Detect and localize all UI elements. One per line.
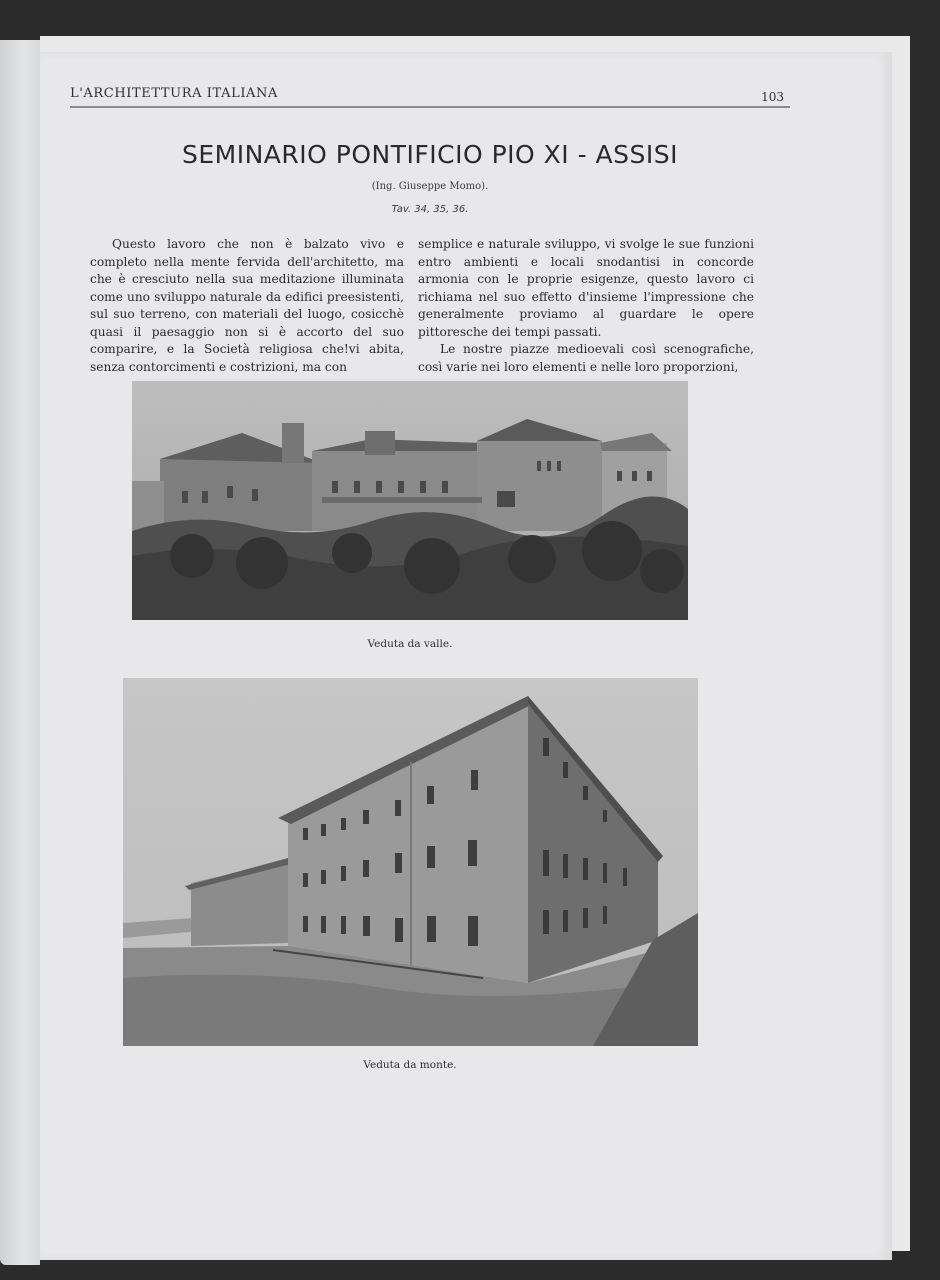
paragraph: semplice e naturale sviluppo, vi svolge le sue funzioni entro ambienti e locali snodantisi in concorde armonia con le proprie esigenze, questo lavoro ci richiama nel suo effetto d'insieme l'impressione che generalmente proviamo al guardare le opere pittoresche dei tempi passati.	[418, 237, 754, 339]
text-column-left	[90, 236, 404, 376]
facing-page-edge	[0, 40, 40, 1265]
paragraph: Questo lavoro che non è balzato vivo e completo nella mente fervida dell'architetto, ma che è cresciuto nella sua meditazione illuminata come uno sviluppo naturale da edifici preesistenti, sul suo terreno, con materiali del luogo, cosicchè quasi il paesaggio non si è accorto del suo comparire, e la Società religiosa che!vi abita, senza contorcimenti e costrizioni, ma con	[90, 237, 404, 374]
figure-caption: Veduta da valle.	[367, 638, 453, 650]
photo-view-from-mountain	[123, 678, 698, 1046]
article-title: SEMINARIO PONTIFICIO PIO XI - ASSISI	[181, 140, 679, 169]
article-author: (Ing. Giuseppe Momo).	[371, 181, 489, 192]
running-title: L'ARCHITETTURA ITALIANA	[70, 86, 279, 101]
page-number: 103	[761, 90, 784, 104]
paragraph: Le nostre piazze medioevali così scenografiche, così varie nei loro elementi e nelle loro proporzioni,	[418, 342, 754, 374]
plate-references: Tav. 34, 35, 36.	[391, 204, 469, 215]
figure-caption: Veduta da monte.	[363, 1059, 457, 1071]
photo-view-from-valley	[132, 381, 688, 620]
magazine-page	[40, 52, 892, 1260]
text-column-right	[418, 236, 754, 376]
running-header	[70, 84, 790, 108]
